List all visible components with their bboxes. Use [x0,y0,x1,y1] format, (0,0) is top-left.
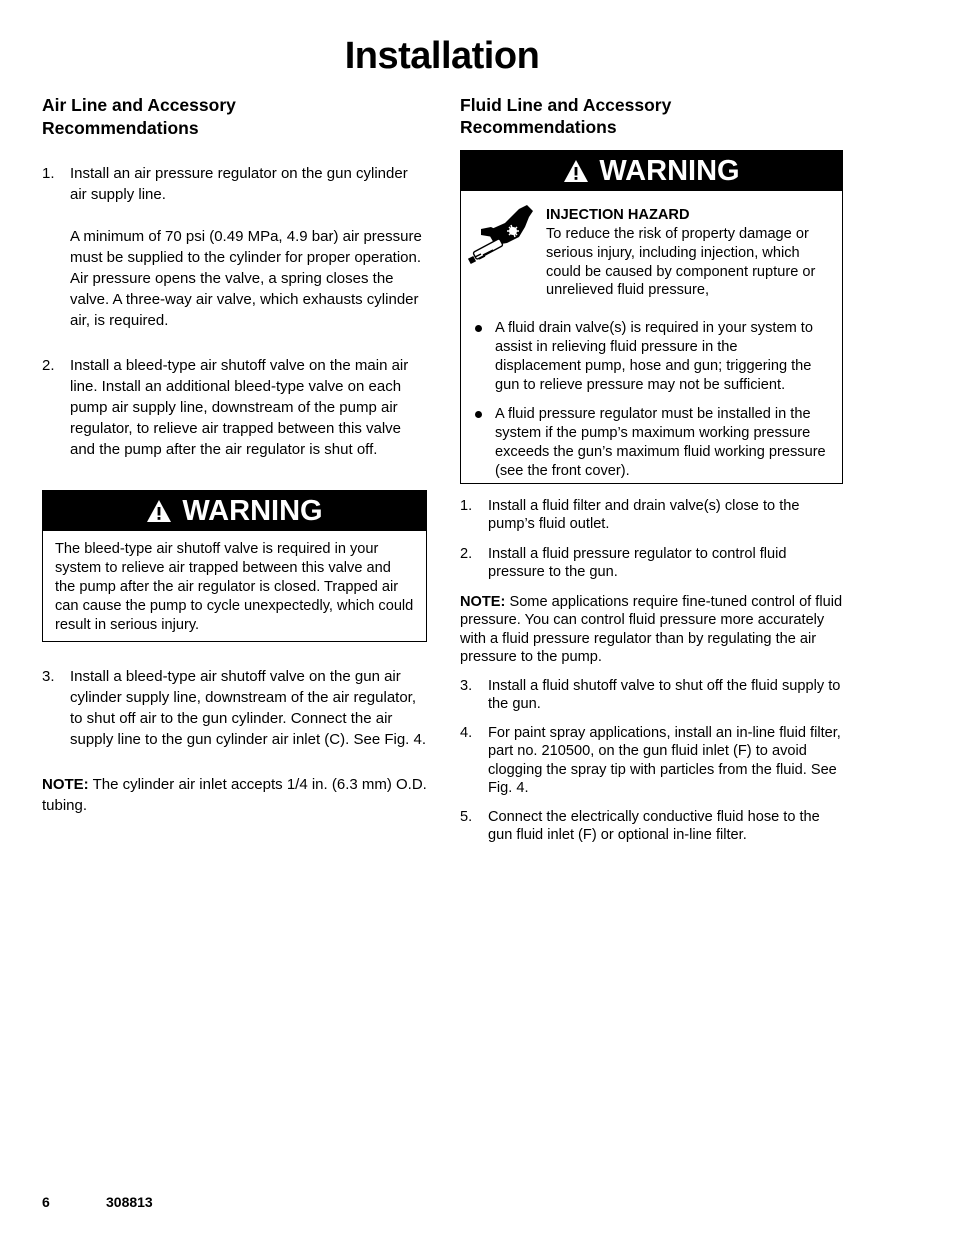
item-text: Install a fluid pressure regulator to control fluid pressure to the gun. [488,545,787,581]
page-number: 6 [42,1194,50,1210]
air-note [42,774,427,816]
hazard-title: INJECTION HAZARD [546,207,690,223]
list-item [460,497,844,534]
warning-title: WARNING [182,494,323,527]
item-text: Install a fluid shutoff valve to shut off the fluid supply to the gun. [488,677,841,713]
item-number: 2. [42,357,55,374]
warning-body: The bleed-type air shutoff valve is required in your system to relieve air trapped between this valve and the pump after the air regulator is closed. Trapped air can cause the pump to cycle unexpectedly, which could result in serious injury. [55,541,414,633]
note-text: Some applications require fine-tuned control of fluid pressure. You can control fluid pressure more accurately with a fluid pressure regulator than by regulating the air pressure to the pump. [460,593,843,666]
list-item [495,405,826,480]
item-text: Install a bleed-type air shutoff valve on the gun air cylinder supply line, downstream of the air regulator, to shut off air to the gun cylinder. Connect the air supply line to the gun cylinder air inlet (C). See Fig. 4. [70,668,427,748]
injection-hazard-icon [467,201,537,269]
note-label: NOTE: [460,593,506,610]
list-item [460,677,844,714]
list-item [460,808,844,845]
page-title: Installation [344,35,540,77]
right-column [460,94,844,845]
list-item [42,666,427,750]
list-item [42,163,427,331]
item-text: Install an air pressure regulator on the gun cylinder air supply line. [70,165,408,203]
item-subtext: A minimum of 70 psi (0.49 MPa, 4.9 bar) air pressure must be supplied to the cylinder for proper operation. Air pressure opens the valve, a spring closes the valve. A three-way air valve, which exhausts cylinder air, is required. [70,228,422,329]
item-number: 2. [460,545,473,562]
air-warning-box [42,490,427,642]
air-line-heading: Air Line and Accessory Recommendations [42,95,236,138]
item-text: For paint spray applications, install an in-line fluid filter, part no. 210500, on the gun fluid inlet (F) to avoid clogging the spray tip with particles from the fluid. See Fig. 4. [488,724,841,797]
bullet-dot [475,325,482,332]
item-number: 4. [460,724,473,741]
item-text: Install a bleed-type air shutoff valve on the main air line. Install an additional bleed-type valve on each pump air supply line, downstream of the pump air regulator, to relieve air trapped between this valve and the pump after the air regulator is shut off. [70,357,409,458]
item-number: 1. [42,165,55,182]
note-text: The cylinder air inlet accepts 1/4 in. (6.3 mm) O.D. tubing. [42,776,427,814]
left-column [42,94,427,816]
warning-header [43,491,426,531]
warning-header [461,151,842,191]
fluid-note [460,593,844,667]
warning-bullets [461,300,842,480]
item-number: 1. [460,497,473,514]
item-number: 5. [460,808,473,825]
fluid-line-heading: Fluid Line and Accessory Recommendations [460,95,672,137]
bullet-text: A fluid pressure regulator must be installed in the system if the pump’s maximum working pressure exceeds the gun’s maximum fluid working pressure (see the front cover). [495,406,826,479]
item-number: 3. [42,668,55,685]
note-label: NOTE: [42,776,89,793]
warning-title: WARNING [599,154,740,187]
bullet-dot [475,411,482,418]
list-item [460,545,844,582]
bullet-text: A fluid drain valve(s) is required in your system to assist in relieving fluid pressure in the displacement pump, hose and gun; triggering the gun to relieve pressure may not be sufficient. [495,320,813,393]
hazard-text: To reduce the risk of property damage or serious injury, including injection, which could be caused by component rupture or unrelieved fluid pressure, [546,226,816,299]
item-number: 3. [460,677,473,694]
hazard-section [461,191,842,300]
list-item [460,724,844,798]
warning-triangle-icon [563,159,589,183]
doc-number: 308813 [106,1194,153,1210]
fluid-warning-box [460,150,843,484]
list-item [42,355,427,460]
item-text: Connect the electrically conductive fluid hose to the gun fluid inlet (F) or optional in-line filter. [488,808,820,844]
list-item [495,319,826,394]
warning-triangle-icon [146,499,172,523]
item-text: Install a fluid filter and drain valve(s) close to the pump’s fluid outlet. [488,497,800,533]
page-footer [42,1194,153,1210]
